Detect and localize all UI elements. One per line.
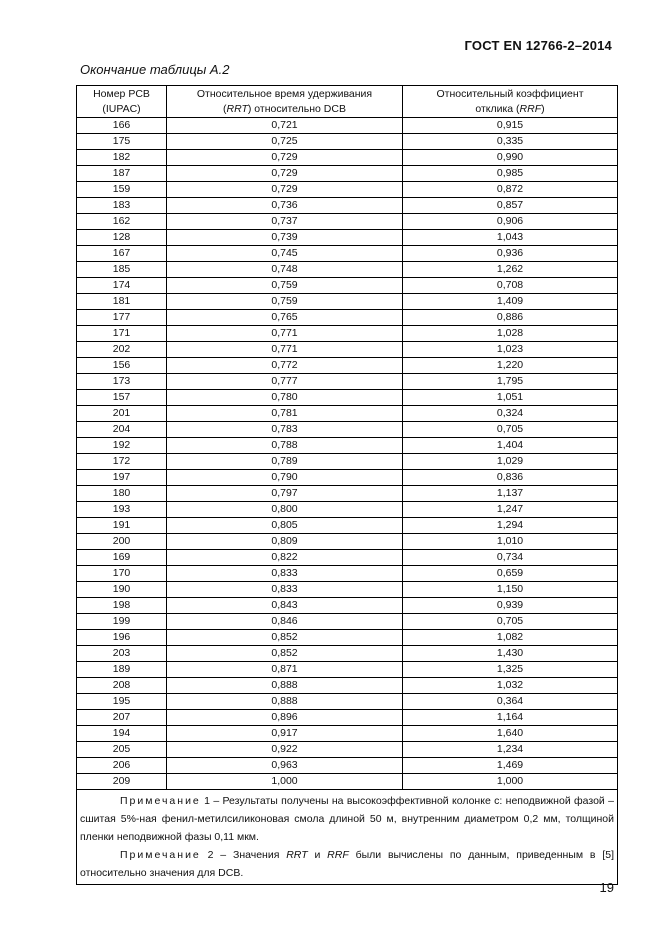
- cell-pcb-number: 180: [77, 486, 167, 502]
- cell-rrt-value: 0,781: [167, 406, 403, 422]
- cell-rrt-value: 0,736: [167, 198, 403, 214]
- cell-pcb-number: 167: [77, 246, 167, 262]
- cell-rrt-value: 0,805: [167, 518, 403, 534]
- table-row: [77, 646, 618, 662]
- cell-pcb-number: 171: [77, 326, 167, 342]
- cell-pcb-number: 198: [77, 598, 167, 614]
- cell-rrf-value: 1,051: [403, 390, 618, 406]
- cell-pcb-number: 189: [77, 662, 167, 678]
- note-2: Примечание 2 – Значения RRT и RRF были вычислены по данным, приведенным в [5] относительно значения для DCB.: [80, 849, 614, 879]
- table-row: [77, 326, 618, 342]
- table-row: [77, 358, 618, 374]
- cell-pcb-number: 194: [77, 726, 167, 742]
- table-row: [77, 470, 618, 486]
- table-row: [77, 230, 618, 246]
- table-row: [77, 630, 618, 646]
- cell-pcb-number: 193: [77, 502, 167, 518]
- cell-rrf-value: 0,705: [403, 422, 618, 438]
- table-row: [77, 438, 618, 454]
- cell-rrf-value: 1,469: [403, 758, 618, 774]
- table-row: [77, 214, 618, 230]
- table-row: [77, 614, 618, 630]
- table-row: [77, 534, 618, 550]
- cell-rrf-value: 1,000: [403, 774, 618, 790]
- cell-pcb-number: 200: [77, 534, 167, 550]
- cell-rrt-value: 0,896: [167, 710, 403, 726]
- cell-rrt-value: 0,721: [167, 118, 403, 134]
- cell-rrt-value: 0,888: [167, 694, 403, 710]
- notes-cell: [77, 790, 618, 885]
- cell-pcb-number: 190: [77, 582, 167, 598]
- cell-rrt-value: 0,790: [167, 470, 403, 486]
- cell-rrt-value: 0,846: [167, 614, 403, 630]
- cell-pcb-number: 207: [77, 710, 167, 726]
- table-row: [77, 134, 618, 150]
- table-caption: Окончание таблицы А.2: [80, 62, 230, 77]
- cell-rrt-value: 0,783: [167, 422, 403, 438]
- cell-rrf-value: 0,985: [403, 166, 618, 182]
- table-row: [77, 342, 618, 358]
- table-row: [77, 598, 618, 614]
- cell-rrf-value: 1,150: [403, 582, 618, 598]
- cell-rrf-value: 0,836: [403, 470, 618, 486]
- table-row: [77, 246, 618, 262]
- cell-rrf-value: 0,324: [403, 406, 618, 422]
- cell-rrf-value: 0,734: [403, 550, 618, 566]
- table-row: [77, 118, 618, 134]
- cell-rrt-value: 0,780: [167, 390, 403, 406]
- cell-rrf-value: 1,430: [403, 646, 618, 662]
- cell-rrf-value: 1,247: [403, 502, 618, 518]
- table-row: [77, 374, 618, 390]
- header-rrf: Относительный коэффициент отклика (RRF): [403, 86, 618, 118]
- cell-rrf-value: 0,857: [403, 198, 618, 214]
- cell-rrt-value: 0,833: [167, 566, 403, 582]
- table-row: [77, 406, 618, 422]
- cell-rrt-value: 0,871: [167, 662, 403, 678]
- cell-rrf-value: 0,886: [403, 310, 618, 326]
- cell-rrt-value: 0,843: [167, 598, 403, 614]
- cell-pcb-number: 175: [77, 134, 167, 150]
- cell-rrt-value: 0,809: [167, 534, 403, 550]
- cell-rrf-value: 1,294: [403, 518, 618, 534]
- cell-rrt-value: 0,737: [167, 214, 403, 230]
- cell-pcb-number: 201: [77, 406, 167, 422]
- cell-rrf-value: 1,220: [403, 358, 618, 374]
- table-row: [77, 726, 618, 742]
- table-row: [77, 566, 618, 582]
- cell-rrf-value: 1,640: [403, 726, 618, 742]
- cell-pcb-number: 128: [77, 230, 167, 246]
- table-row: [77, 294, 618, 310]
- cell-pcb-number: 203: [77, 646, 167, 662]
- cell-rrt-value: 0,917: [167, 726, 403, 742]
- cell-pcb-number: 181: [77, 294, 167, 310]
- cell-pcb-number: 156: [77, 358, 167, 374]
- cell-rrf-value: 1,262: [403, 262, 618, 278]
- cell-pcb-number: 197: [77, 470, 167, 486]
- cell-pcb-number: 183: [77, 198, 167, 214]
- cell-rrf-value: 1,795: [403, 374, 618, 390]
- cell-rrt-value: 0,759: [167, 294, 403, 310]
- cell-rrt-value: 0,771: [167, 342, 403, 358]
- cell-rrf-value: 1,029: [403, 454, 618, 470]
- cell-pcb-number: 209: [77, 774, 167, 790]
- cell-pcb-number: 174: [77, 278, 167, 294]
- cell-rrt-value: 0,922: [167, 742, 403, 758]
- cell-rrt-value: 0,888: [167, 678, 403, 694]
- cell-rrf-value: 1,010: [403, 534, 618, 550]
- cell-pcb-number: 173: [77, 374, 167, 390]
- table-row: [77, 774, 618, 790]
- cell-pcb-number: 196: [77, 630, 167, 646]
- cell-rrt-value: 0,765: [167, 310, 403, 326]
- table-row: [77, 582, 618, 598]
- cell-rrt-value: 0,748: [167, 262, 403, 278]
- cell-rrf-value: 0,939: [403, 598, 618, 614]
- cell-pcb-number: 206: [77, 758, 167, 774]
- cell-rrf-value: 0,990: [403, 150, 618, 166]
- cell-pcb-number: 204: [77, 422, 167, 438]
- cell-rrt-value: 0,729: [167, 166, 403, 182]
- cell-rrf-value: 0,936: [403, 246, 618, 262]
- cell-rrf-value: 0,705: [403, 614, 618, 630]
- cell-rrt-value: 0,739: [167, 230, 403, 246]
- cell-rrt-value: 0,789: [167, 454, 403, 470]
- cell-pcb-number: 205: [77, 742, 167, 758]
- table-row: [77, 502, 618, 518]
- cell-rrt-value: 0,745: [167, 246, 403, 262]
- cell-pcb-number: 208: [77, 678, 167, 694]
- document-code: ГОСТ EN 12766-2–2014: [464, 38, 612, 53]
- header-pcb-number: Номер PCB (IUPAC): [77, 86, 167, 118]
- cell-rrt-value: 0,777: [167, 374, 403, 390]
- table-row: [77, 262, 618, 278]
- cell-rrf-value: 1,043: [403, 230, 618, 246]
- note-1: Примечание 1 – Результаты получены на высокоэффективной колонке с: неподвижной фазой – сшитая 5%-ная фенил-метилсиликоновая смола длиной 50 м, внутренним диаметром 0,2 мм, толщиной пленки неподвижной фазы 0,11 мкм.: [80, 795, 614, 843]
- table-row: [77, 694, 618, 710]
- cell-rrf-value: 1,028: [403, 326, 618, 342]
- cell-rrf-value: 1,409: [403, 294, 618, 310]
- table-row: [77, 182, 618, 198]
- table-row: [77, 278, 618, 294]
- cell-rrf-value: 1,234: [403, 742, 618, 758]
- cell-rrt-value: 0,852: [167, 630, 403, 646]
- cell-rrf-value: 1,137: [403, 486, 618, 502]
- table-row: [77, 758, 618, 774]
- cell-pcb-number: 159: [77, 182, 167, 198]
- table-row: [77, 454, 618, 470]
- cell-rrt-value: 0,797: [167, 486, 403, 502]
- cell-rrt-value: 0,725: [167, 134, 403, 150]
- table-row: [77, 198, 618, 214]
- cell-pcb-number: 191: [77, 518, 167, 534]
- table-header-row: [77, 86, 618, 118]
- cell-rrt-value: 1,000: [167, 774, 403, 790]
- table-row: [77, 486, 618, 502]
- cell-rrt-value: 0,800: [167, 502, 403, 518]
- cell-rrt-value: 0,729: [167, 182, 403, 198]
- cell-pcb-number: 192: [77, 438, 167, 454]
- cell-rrt-value: 0,771: [167, 326, 403, 342]
- cell-pcb-number: 202: [77, 342, 167, 358]
- cell-pcb-number: 185: [77, 262, 167, 278]
- table-row: [77, 710, 618, 726]
- cell-rrt-value: 0,822: [167, 550, 403, 566]
- cell-rrt-value: 0,833: [167, 582, 403, 598]
- table-row: [77, 678, 618, 694]
- cell-rrf-value: 0,872: [403, 182, 618, 198]
- table-row: [77, 166, 618, 182]
- cell-rrf-value: 0,335: [403, 134, 618, 150]
- table-row: [77, 518, 618, 534]
- table-row: [77, 742, 618, 758]
- cell-rrf-value: 0,708: [403, 278, 618, 294]
- cell-pcb-number: 169: [77, 550, 167, 566]
- cell-rrt-value: 0,759: [167, 278, 403, 294]
- page-number: 19: [599, 880, 614, 895]
- table-row: [77, 422, 618, 438]
- cell-rrf-value: 1,404: [403, 438, 618, 454]
- data-table: [76, 85, 618, 885]
- cell-pcb-number: 195: [77, 694, 167, 710]
- notes-row: [77, 790, 618, 885]
- cell-rrf-value: 1,032: [403, 678, 618, 694]
- cell-pcb-number: 187: [77, 166, 167, 182]
- cell-rrf-value: 1,325: [403, 662, 618, 678]
- cell-rrf-value: 0,364: [403, 694, 618, 710]
- cell-rrf-value: 0,906: [403, 214, 618, 230]
- table-row: [77, 662, 618, 678]
- cell-rrt-value: 0,852: [167, 646, 403, 662]
- cell-rrt-value: 0,963: [167, 758, 403, 774]
- table-body: [77, 118, 618, 790]
- table-row: [77, 150, 618, 166]
- cell-rrt-value: 0,729: [167, 150, 403, 166]
- cell-pcb-number: 177: [77, 310, 167, 326]
- cell-pcb-number: 182: [77, 150, 167, 166]
- cell-pcb-number: 162: [77, 214, 167, 230]
- cell-rrf-value: 1,023: [403, 342, 618, 358]
- table-row: [77, 310, 618, 326]
- cell-pcb-number: 166: [77, 118, 167, 134]
- cell-rrf-value: 1,082: [403, 630, 618, 646]
- cell-rrf-value: 0,915: [403, 118, 618, 134]
- cell-pcb-number: 170: [77, 566, 167, 582]
- cell-rrf-value: 0,659: [403, 566, 618, 582]
- cell-pcb-number: 199: [77, 614, 167, 630]
- header-rrt: Относительное время удерживания (RRT) относительно DCB: [167, 86, 403, 118]
- cell-rrf-value: 1,164: [403, 710, 618, 726]
- cell-rrt-value: 0,772: [167, 358, 403, 374]
- cell-pcb-number: 172: [77, 454, 167, 470]
- table-row: [77, 390, 618, 406]
- cell-pcb-number: 157: [77, 390, 167, 406]
- cell-rrt-value: 0,788: [167, 438, 403, 454]
- table-row: [77, 550, 618, 566]
